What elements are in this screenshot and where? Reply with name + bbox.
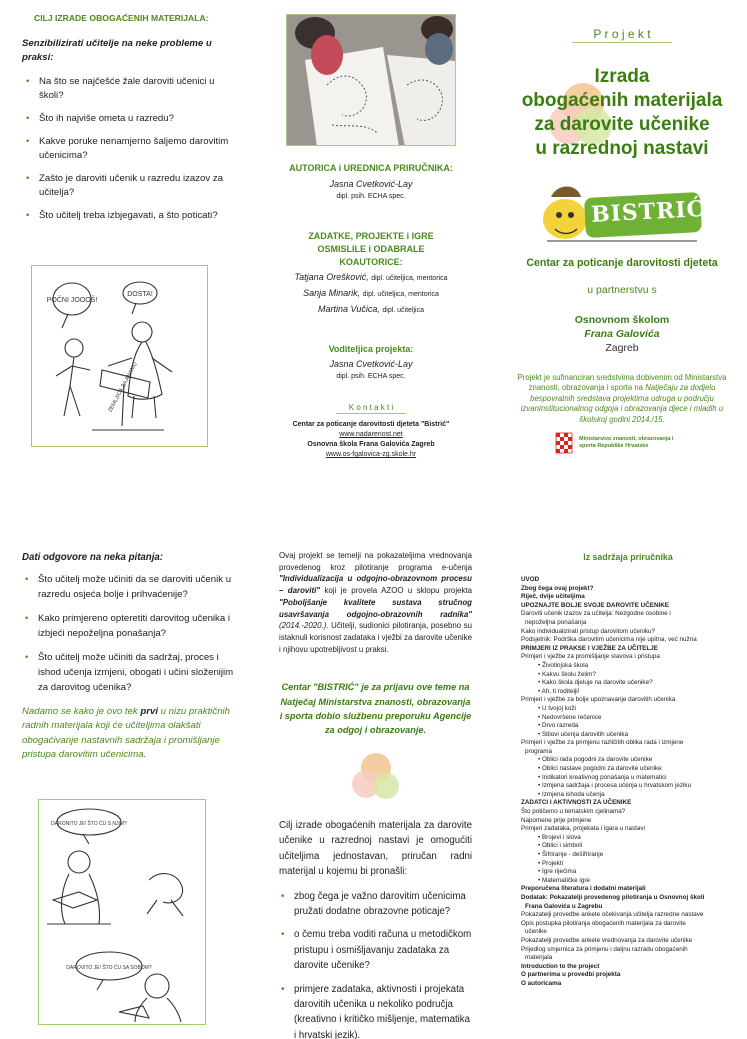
funding-note [515,373,729,425]
cartoon-sign: ZEMLJICA ZA ANAMU [107,361,139,414]
list-item: • Kakve poruke nenamjerno šaljemo darovitim učenicima? [26,135,232,163]
circle-green [373,773,399,799]
panel-goal [22,12,247,223]
toc-item: Kako individualizirati pristup darovitom učeniku? [521,627,656,635]
toc-item: O autoricama [521,979,562,987]
funding-text-b: Natječaju za dodjelu bespovratnih sredstava projektima udruga u području izvaninstitucionalnog odgoja i obrazovanja djece i mladih u školskoj godini 2014./15. [520,383,724,424]
cartoon-darovito-drawing [39,800,205,1024]
cover-title-line: obogaćenih materijala [521,90,723,111]
coauthor-row [268,287,474,301]
children-drawing-photo [286,14,456,146]
author-role: dipl. psih. ECHA spec. [336,193,406,200]
coauthor-name: Sanja Minarik, [303,288,361,298]
toc-item: Riječ, dvije učiteljima [521,593,585,601]
project-basis-text [279,550,472,655]
coauthor-role: dipl. učiteljica, mentorica [362,291,439,298]
toc-item: ZADATCI I AKTIVNOSTI ZA UČENIKE [521,799,632,807]
toc-item: nepoželjna ponašanja [525,618,587,626]
aim-text: Cilj izrade obogaćenih materijala za darovite učenike u razrednoj nastavi je omogućiti učiteljima jednostavan, priručan radni materijal u kojemu bi pronašli: [279,819,472,878]
hope-note [22,705,234,763]
aim-points [281,889,472,1039]
toc-item: programa [525,747,552,755]
toc-item: • Nedovršene rečenice [521,714,735,723]
toc-item: Zbog čega ovaj projekt? [521,584,594,592]
coauthor-role: dipl. učiteljica, mentorica [371,275,448,282]
cartoon-bubble-right: DOSTA! [127,291,153,298]
toc-item: • Brojevi i slova [521,834,735,843]
hope-text-c: u nizu praktičnih radnih materijala koji će učiteljima olakšati obogaćivanje nastavnih sadržaja i promišljanje pristupa darovitim učenicima. [22,705,230,761]
coauthor-name: Tatjana Orešković, [294,272,369,282]
list-item: • Što učitelj treba izbjegavati, a što poticati? [26,209,232,223]
toc-item: Preporučena literatura i dodatni materijali [521,885,646,893]
toc-item: Prijedlog smjernica za primjenu i daljnu razradu obogaćenih [521,945,688,953]
bistric-logo [537,177,707,249]
ministry-logo-row [555,432,729,454]
toc-item: • U tvojoj koži [521,705,735,714]
answers-question-list [25,572,234,696]
coauthor-row [268,303,474,317]
list-item: • Što ih najviše ometa u razredu? [26,112,232,126]
contact-org1: Centar za poticanje darovitosti djeteta "Bistrić" [292,421,450,428]
list-item: • Što učitelj može učiniti da sadržaj, proces i ishod učenja izmjeni, obogati i učini složenijim za darovitog učenika? [25,650,234,696]
toc-item: učenike [525,928,547,936]
credits [268,162,474,460]
toc-item: UVOD [521,576,540,583]
contact-web1[interactable]: www.nadarenost.net [339,431,403,438]
toc-item: Primjeri zadataka, projekata i igara u nastavi [521,825,645,833]
toc-item: • Kakvu školu želim? [521,671,735,680]
coauthor-row [268,271,474,285]
contact-web2[interactable]: www.os-fgalovica-zg.skole.hr [325,451,417,458]
toc-item: • Oblici nastave pogodni za darovite učenike [521,765,735,774]
basis-text-5: (2014.-2020.). [279,621,329,631]
cartoon-dosta-drawing [32,266,207,446]
toc-item: Primjeri i vježbe za bolje upoznavanje darovitih učenika [521,696,676,704]
coauthors-title: ZADATKE, PROJEKTE i IGRE OSMISLILE i ODABRALE KOAUTORICE: [308,231,434,267]
decor-circles [346,750,406,806]
ministry-name: Ministarstvo znanosti, obrazovanja i sporta Republike Hrvatske [579,436,674,450]
contact-title: K o n t a k t i [336,403,406,414]
toc-item: • Ah, ti roditelji! [521,688,735,697]
lead-name: Jasna Cvetković-Lay [329,359,413,369]
toc-item: Pokazatelji provedbe ankete očekivanja učitelja razredne nastave [521,911,704,919]
list-item: • zbog čega je važno darovitim učenicima pružati dodatne obrazovne poticaje? [281,889,472,920]
author-name: Jasna Cvetković-Lay [329,179,413,189]
toc-item: O partnerima u provedbi projekta [521,971,621,979]
basis-text-4: "Poboljšanje kvalitete sustava stručnog usavršavanja odgojno-obrazovnih radnika" [279,597,472,619]
photo-illustration [287,15,456,146]
cartoon-bubble-top: DARONITO JE! ŠTO ĆU S NJIM? [51,821,127,827]
toc-item: • Šifriranje - dešifriranje [521,851,735,860]
panel-answers [22,551,234,763]
coauthor-name: Martina Vučica, [317,304,380,314]
recommendation-note: Centar "BISTRIĆ" je za prijavu ove teme na Natječaj Ministarstva znanosti, obrazovanja i sporta dobio službenu preporuku Agencije za odgoj i obrazovanje. [279,682,472,736]
cover-school2: Frana Galovića [584,328,660,340]
cover-title-line: u razrednoj nastavi [535,138,709,159]
toc-item: • Oblici rada pogodni za darovite učenike [521,756,735,765]
cartoon-darovito [38,799,206,1025]
list-item: • primjere zadataka, aktivnosti i projekata darovitih učenika u nekoliko područja (kreativno i kritičko mišljenje, matematika i hrvatski jezik). [281,982,472,1039]
toc-item: Pokazatelji provedbe ankete vrednovanja za darovite učenike [521,936,693,944]
toc-item: • Životinjska škola [521,662,735,671]
toc-item: • Matematičke igre [521,877,735,886]
contact-org2: Osnovna škola Frana Galovića Zagreb [307,441,435,448]
contents-list [521,576,735,989]
contents-heading: Iz sadržaja priručnika [583,552,673,562]
list-item: • Kako primjereno opteretiti darovitog učenika i izbjeći nepoželjna ponašanja? [25,611,234,642]
toc-item: Dodatak: Pokazatelji provedenog pilotiranja u Osnovnoj školi [521,893,705,901]
croatian-coat-of-arms-icon [555,432,573,454]
basis-text-1: Ovaj projekt se temelji na pokazateljima vrednovanja provedenog kroz pilotiranje programa e-učenja [279,551,472,572]
list-item: • Što učitelj može učiniti da se daroviti učenik u razredu osjeća bolje i prihvaćenije? [25,572,234,603]
cover-partnership: u partnerstvu s [587,284,657,296]
cover-title-line: Izrada [594,66,650,87]
bistric-logo-text: BISTRIĆ [590,195,706,228]
toc-item: Što potičemo u tematskim cjelinama? [521,808,626,816]
funding-text-a: Projekt je sufinanciran sredstvima dobivenim od Ministarstva znanosti, obrazovanja i sporta na [517,373,727,393]
basis-text-6: Učitelji, sudionici pilotiranja, posebno su istaknuli korisnost zadataka i vježbi za darovite učenike i njihovu upotrebljivost u praksi. [279,621,472,654]
hope-text-b: prvi [140,705,158,717]
toc-item: • Projekti [521,860,735,869]
cover-city: Zagreb [605,342,639,354]
answers-heading: Dati odgovore na neka pitanja: [22,552,164,563]
toc-item: • Izmjena ishoda učenja [521,791,735,800]
toc-item: Opis postupka pilotiranja obogaćenih materijala za darovite [521,919,686,927]
cover-school1: Osnovnom školom [574,314,670,326]
list-item: • Na što se najčešće žale daroviti učenici u školi? [26,75,232,103]
goal-question-list [26,75,232,223]
cover-title-line: za darovite učenike [534,114,710,135]
toc-item: UPOZNAJTE BOLJE SVOJE DAROVITE UČENIKE [521,601,670,609]
list-item: • o čemu treba voditi računa u metodičkom pristupu i osmišljavanju zadataka za darovite učenike? [281,927,472,973]
cartoon-bubble-bottom: DAROVITO JE! ŠTO ĆU SA SOBOM? [66,965,152,971]
basis-text-2: "Individualizacija u odgojno-obrazovnom procesu – daroviti" [279,574,472,596]
basis-text-3: koji je provela AZOO u sklopu projekta [320,586,472,596]
toc-item: • Igre riječima [521,868,735,877]
cartoon-bubble-left: POČNI JOOOŠ! [46,297,98,304]
toc-item: Primjeri i vježbe za primjenu različitih oblika rada i izmjene [521,739,684,747]
toc-item: Frana Galovića u Zagrebu [525,902,603,910]
hope-text-a: Nadamo se kako je ovo tek [22,705,141,717]
lead-role: dipl. psih. ECHA spec. [336,373,406,380]
goal-intro: Senzibilizirati učitelje na neke probleme u praksi: [22,38,212,63]
author-title: AUTORICA i UREDNICA PRIRUČNIKA: [289,163,453,173]
goal-heading: CILJ IZRADE OBOGAĆENIH MATERIJALA: [34,13,209,23]
toc-item: • Stilovi učenja darovitih učenika [521,731,735,740]
coauthor-role: dipl. učiteljica [382,307,425,314]
cover-title [515,65,729,161]
toc-item: materijala [525,954,553,962]
cover-center: Centar za poticanje darovitosti djeteta [526,257,718,269]
cartoon-dosta [31,265,208,447]
list-item: • Zašto je daroviti učenik u razredu izazov za učitelja? [26,172,232,200]
toc-item: • Izmjena sadržaja i procesa učenja u hrvatskom jeziku [521,782,735,791]
toc-item: Podsjetnik: Podrška darovitim učenicima nije upitna, već nužna [521,636,697,644]
toc-item: • Indikatori kreativnog ponašanja u matematici [521,774,735,783]
toc-item: Napomene prije primjene [521,816,592,824]
toc-item: Primjeri i vježbe za promišljanje stavova i pristupa [521,653,660,661]
lead-title: Voditeljica projekta: [328,344,414,354]
toc-item: Daroviti učenik izazov za učitelja: Nezgodne osobine i [521,610,671,618]
toc-item: • Drvo razreda [521,722,735,731]
toc-item: • Oblici i simboli [521,842,735,851]
toc-item: PRIMJERI IZ PRAKSE I VJEŽBE ZA UČITELJE [521,644,658,652]
cover [515,26,729,454]
panel-project-basis [279,550,472,1039]
toc-item: • Kako škola djeluje na darovite učenike? [521,679,735,688]
panel-contents [521,552,735,989]
toc-item: Introduction to the project [521,962,600,970]
cover-kicker: P r o j e k t [572,26,672,43]
